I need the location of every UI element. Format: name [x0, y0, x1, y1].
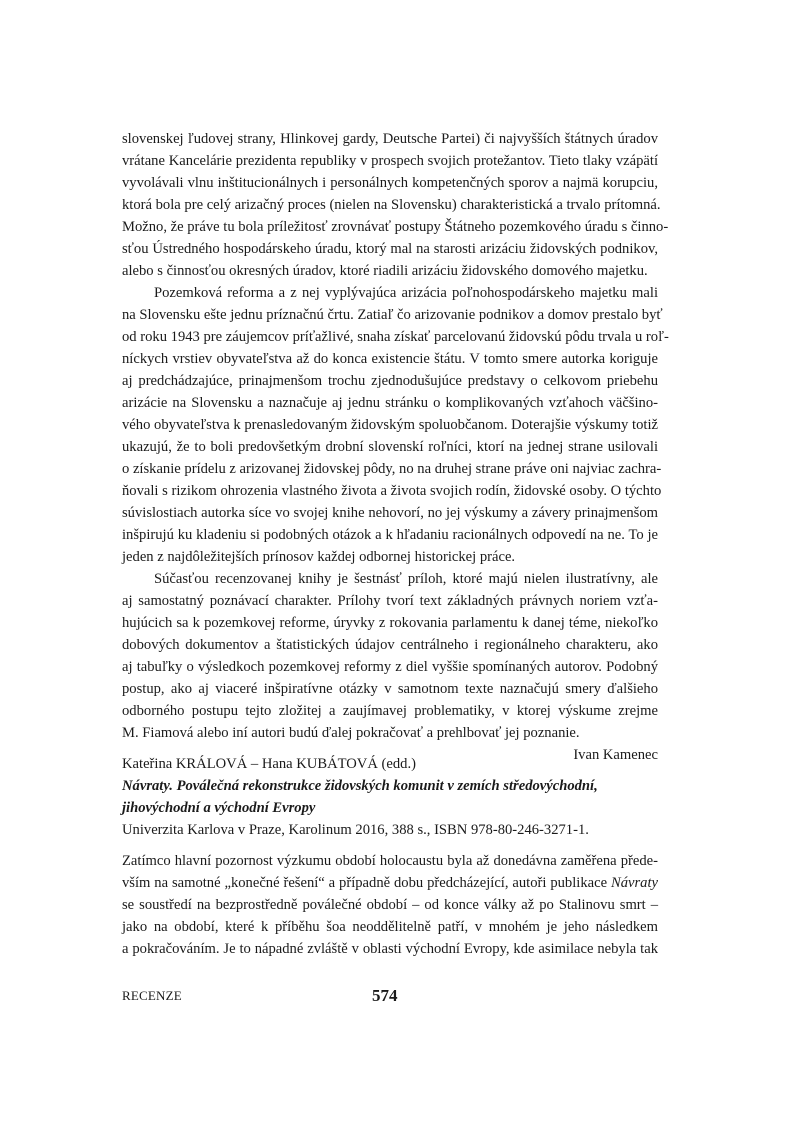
book-authors: Kateřina KRÁLOVÁ – Hana KUBÁTOVÁ (edd.) [122, 756, 416, 772]
text-line: slovenskej ľudovej strany, Hlinkovej gardy, Deutsche Partei) či najvyšších štátnych úradov [122, 131, 658, 147]
text-line: se soustředí na bezprostředně poválečné období – od konce války až po Stalinovu smrt – [122, 897, 658, 913]
review-continuation [122, 128, 669, 766]
text-line: Možno, že práve tu bola príležitosť zrovnávať postupy Štátneho pozemkového úradu s činno- [122, 219, 669, 235]
book-title-line-2: jihovýchodní a východní Evropy [122, 800, 316, 816]
text-line: ukazujú, že to boli predovšetkým drobní slovenskí roľníci, ktorí na jednej strane usilovali [122, 439, 658, 455]
text-line [122, 872, 658, 894]
text-line: o získanie prídelu z arizovanej židovskej pôdy, no na druhej strane práve oni najviac zachra- [122, 461, 662, 477]
text-line: postup, ako aj viaceré inšpiratívne otázky v samotnom texte naznačujú smery ďalšieho [122, 681, 658, 697]
text-line: vyvolávali vlnu inštitucionálnych i personálnych kompetenčných sporov a najmä korupciu, [122, 175, 658, 191]
text-line: vrátane Kancelárie prezidenta republiky v prospech svojich protežantov. Tieto tlaky vzápätí [122, 153, 658, 169]
text-line: Pozemková reforma a z nej vyplývajúca arizácia poľnohospodárskeho majetku mali [154, 285, 658, 301]
paragraph-appendices [122, 568, 658, 744]
text-line: alebo s činnosťou okresných úradov, ktoré riadili arizáciu židovského domového majetku. [122, 263, 648, 279]
text-line: ňovali s rizikom ohrozenia vlastného života a života svojich rodín, židovské osoby. O týchto [122, 483, 662, 499]
text-line: od roku 1943 pre záujemcov príťažlivé, snaha získať parcelovanú židovskú pôdu trvala u roľ- [122, 329, 669, 345]
book-title-line-1: Návraty. Poválečná rekonstrukce židovských komunit v zemích středovýchodní, [122, 778, 598, 794]
paragraph-continuation [122, 128, 669, 282]
paragraph-land-reform [122, 282, 669, 568]
text-line: hujúcich sa k pozemkovej reforme, úryvky z rokovania parlamentu k danej téme, niekoľko [122, 615, 658, 631]
text-line: odborného postupu tejto zložitej a zaujímavej problematiky, v ktorej výskume zrejme [122, 703, 658, 719]
text-line: a pokračováním. Je to nápadné zvláště v oblasti východní Evropy, kde asimilace nebyla tak [122, 941, 658, 957]
text-line: súvislostiach autorka síce vo svojej knihe nehovorí, no jej výskumy a závery prinajmenšom [122, 505, 658, 521]
text-line: na Slovensku ešte jednu príznačnú črtu. Zatiaľ čo arizovanie podnikov a domov prestalo byť [122, 307, 663, 323]
text-line: aj samostatný poznávací charakter. Prílohy tvorí text základných právnych noriem vzťa- [122, 593, 658, 609]
text-span: vším na samotné „konečné řešení“ a případně dobu předcházející, autoři publikace [122, 875, 611, 891]
text-line: vého obyvateľstva k prenasledovaným židovským spoluobčanom. Doterajšie výskumy totiž [122, 417, 658, 433]
text-line: sťou Ústredného hospodárskeho úradu, ktorý mal na starosti arizáciu židovských podnikov, [122, 241, 658, 257]
text-line: jako na období, které k příběhu šoa neoddělitelně patří, v mnohém je jeho následkem [122, 919, 658, 935]
reviewer-signature: Ivan Kamenec [573, 747, 658, 763]
text-line: aj predchádzajúce, prinajmenšom trochu zjednodušujúce predstavy o celkovom priebehu [122, 373, 658, 389]
text-line: aj tabuľky o výsledkoch pozemkovej reformy z diel vyššie spomínaných autorov. Podobný [122, 659, 658, 675]
text-line: M. Fiamová alebo iní autori budú ďalej pokračovať a prehlbovať jej poznanie. [122, 725, 580, 741]
page-footer [122, 986, 658, 1010]
new-review-body [122, 850, 658, 960]
text-line: níckych vrstiev obyvateľstva až do konca existencie štátu. V tomto smere autorka koriguje [122, 351, 658, 367]
text-line: Súčasťou recenzovanej knihy je šestnásť príloh, ktoré majú nielen ilustratívny, ale [154, 571, 658, 587]
text-line: inšpirujú ku kladeniu si podobných otázok a k hľadaniu racionálnych odpovedí na ne. To je [122, 527, 658, 543]
page-number: 574 [372, 986, 398, 1005]
book-publication: Univerzita Karlova v Praze, Karolinum 2016, 388 s., ISBN 978-80-246-3271-1. [122, 822, 589, 838]
text-line: jeden z najdôležitejších prínosov každej odbornej historickej práce. [122, 549, 516, 565]
book-title-italic: Návraty [610, 875, 658, 891]
new-review-header [122, 753, 658, 841]
text-line: dobových dokumentov a štatistických údajov centrálneho i regionálneho charakteru, ako [122, 637, 658, 653]
text-line: Zatímco hlavní pozornost výzkumu období holocaustu byla až donedávna zaměřena přede- [122, 853, 658, 869]
section-label: RECENZE [122, 988, 182, 1003]
text-line: arizácie na Slovensku a naznačuje aj jednu stránku o komplikovaných vzťahoch väčšino- [122, 395, 658, 411]
text-line: ktorá bola pre celý arizačný proces (nielen na Slovensku) charakteristická a trvalo prítomná. [122, 197, 661, 213]
